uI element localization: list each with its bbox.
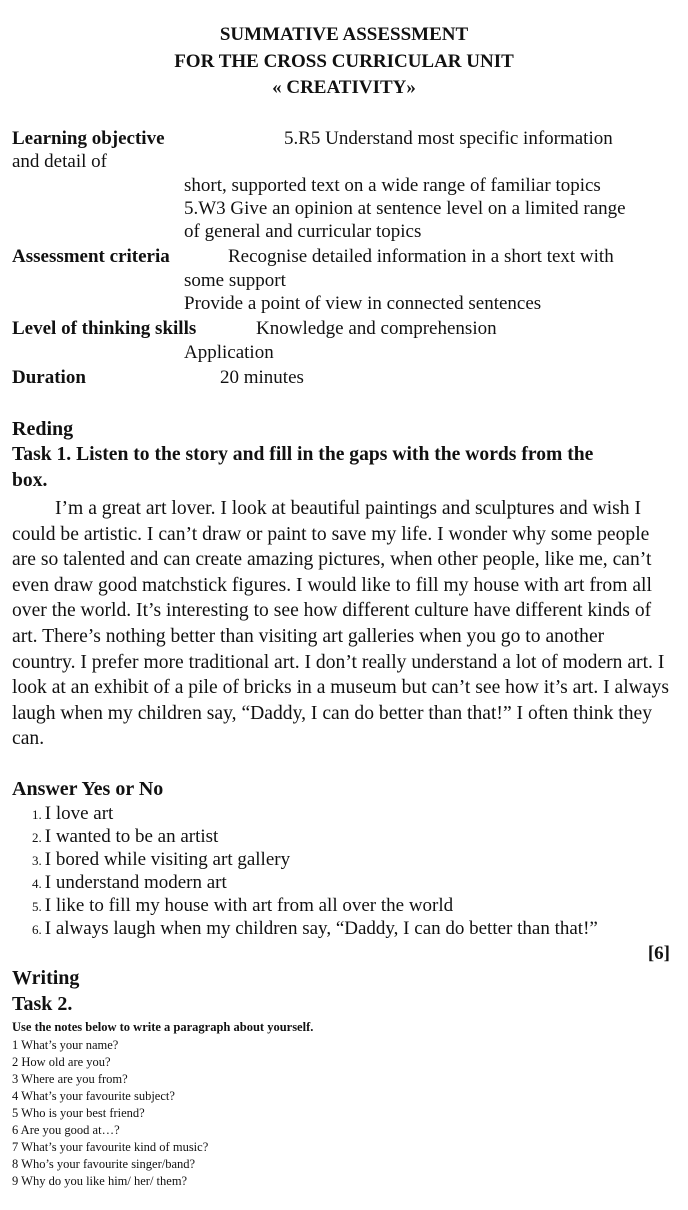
marks-label: [6]	[647, 943, 670, 964]
duration-value: 20 minutes	[220, 367, 304, 388]
question-item: 6. I always laugh when my children say, “Daddy, I can do better than that!”	[32, 918, 598, 939]
learning-objective-text: and detail of	[12, 151, 107, 172]
writing-heading: Writing	[12, 967, 80, 989]
task-1-instruction: box.	[12, 470, 48, 491]
note-item: 9 Why do you like him/ her/ them?	[12, 1174, 188, 1188]
assessment-criteria-text: some support	[184, 270, 286, 291]
thinking-skills-text: Application	[184, 342, 274, 363]
note-item: 8 Who’s your favourite singer/band?	[12, 1157, 196, 1171]
thinking-skills-label: Level of thinking skills	[12, 318, 197, 339]
duration-label: Duration	[12, 367, 86, 388]
note-item: 4 What’s your favourite subject?	[12, 1089, 175, 1103]
thinking-skills-text: Knowledge and comprehension	[256, 318, 497, 339]
answer-heading: Answer Yes or No	[12, 778, 164, 800]
learning-objective-text: 5.W3 Give an opinion at sentence level on a limited range	[184, 198, 626, 219]
title-line-3: « CREATIVITY»	[272, 77, 416, 98]
task-1-instruction: Task 1. Listen to the story and fill in the gaps with the words from the	[12, 444, 594, 465]
assessment-criteria-label: Assessment criteria	[12, 246, 170, 267]
reading-heading: Reding	[12, 418, 74, 440]
assessment-criteria-text: Recognise detailed information in a short text with	[228, 246, 614, 267]
note-item: 3 Where are you from?	[12, 1072, 128, 1086]
note-item: 6 Are you good at…?	[12, 1123, 120, 1137]
title-line-1: SUMMATIVE ASSESSMENT	[219, 24, 469, 45]
question-item: 5. I like to fill my house with art from all over the world	[32, 895, 454, 916]
learning-objective-text: short, supported text on a wide range of familiar topics	[184, 175, 601, 196]
question-item: 4. I understand modern art	[32, 872, 227, 893]
note-item: 2 How old are you?	[12, 1055, 111, 1069]
reading-passage: I’m a great art lover. I look at beautiful paintings and sculptures and wish I could be artistic. I can’t draw or paint to save my life. I wonder why some people are so talented and can create amazing pictures, when other people, like me, can’t even draw good matchstick figures. I would like to fill my house with art from all over the world. It’s interesting to see how different culture have different kinds of art. There’s nothing better than visiting art galleries when you go to another country. I prefer more traditional art. I don’t really understand a lot of modern art. I look at an exhibit of a pile of bricks in a museum but can’t see how it’s art. I always laugh when my children say, “Daddy, I can do better than that!” I often think they can.	[12, 498, 669, 750]
task-2-instruction: Use the notes below to write a paragraph about yourself.	[12, 1020, 314, 1034]
title-line-2: FOR THE CROSS CURRICULAR UNIT	[174, 51, 514, 72]
note-item: 1 What’s your name?	[12, 1038, 119, 1052]
learning-objective-label: Learning objective	[12, 128, 165, 149]
question-item: 2. I wanted to be an artist	[32, 826, 219, 847]
task-2-heading: Task 2.	[12, 993, 73, 1015]
assessment-criteria-text: Provide a point of view in connected sentences	[184, 293, 542, 314]
question-item: 1. I love art	[32, 803, 114, 824]
question-item: 3. I bored while visiting art gallery	[32, 849, 291, 870]
learning-objective-text: 5.R5 Understand most specific information	[284, 128, 613, 149]
note-item: 5 Who is your best friend?	[12, 1106, 145, 1120]
note-item: 7 What’s your favourite kind of music?	[12, 1140, 209, 1154]
learning-objective-text: of general and curricular topics	[184, 221, 422, 242]
